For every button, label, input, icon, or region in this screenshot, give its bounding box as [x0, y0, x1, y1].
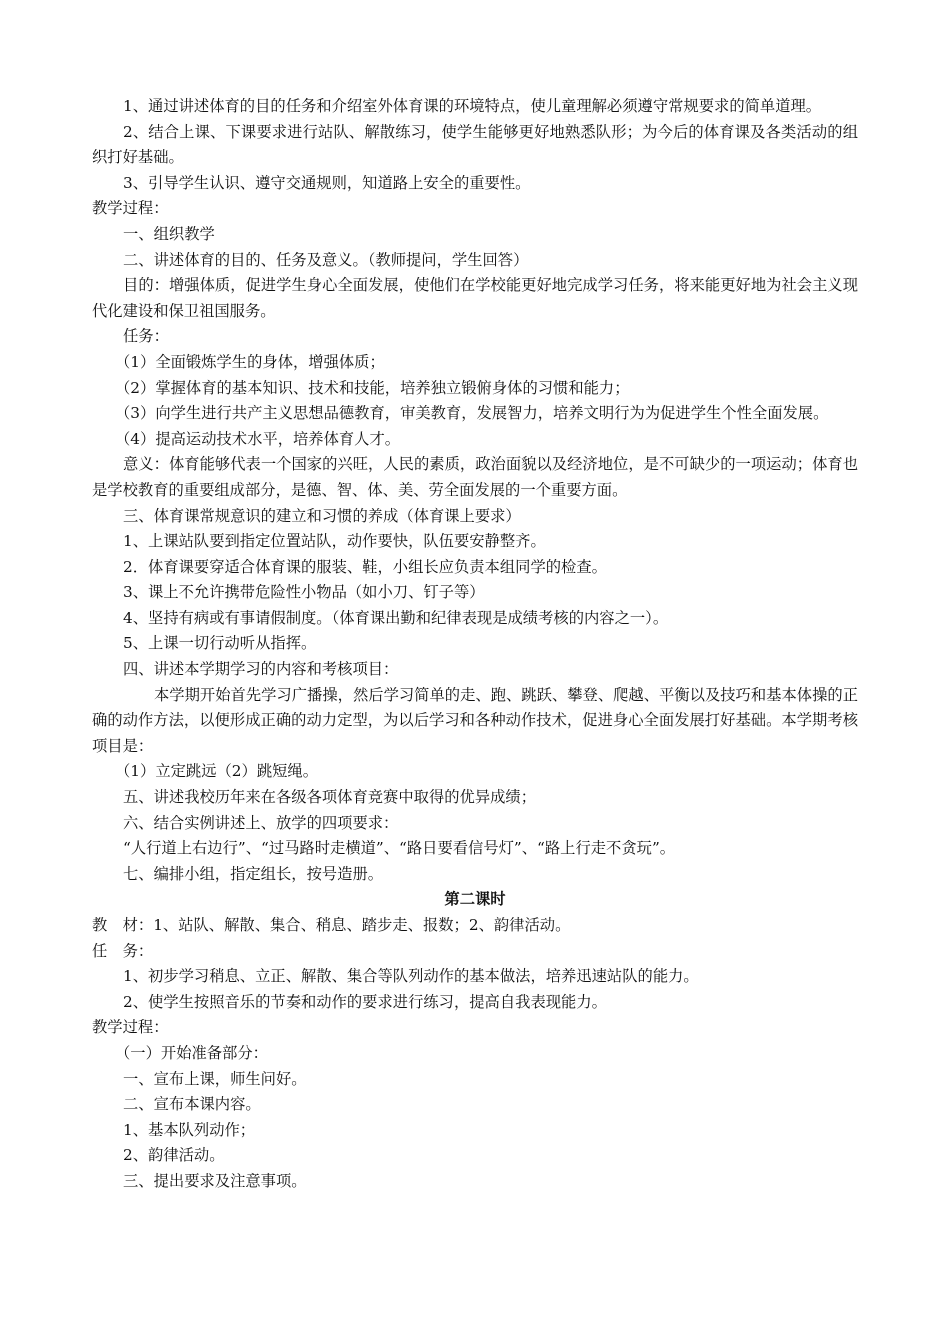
task2-item-2: 2、使学生按照音乐的节奏和动作的要求进行练习，提高自我表现能力。	[123, 992, 607, 1011]
prep-part-heading: （一）开始准备部分：	[115, 1043, 268, 1062]
step-rules-heading: 三、体育课常规意识的建立和习惯的养成（体育课上要求）	[123, 506, 521, 525]
semester-text: 本学期开始首先学习广播操，然后学习简单的走、跑、跳跃、攀登、爬越、平衡以及技巧和基本体操的正确的动作方法，以便形成正确的动力定型，为以后学习和各种动作技术，促进身心全面发展打好基础。本学期考核项目是：	[92, 685, 858, 755]
exam-items: （1）立定跳远（2）跳短绳。	[115, 762, 319, 781]
rule-item-3: 3、课上不允许携带危险性小物品（如小刀、钉子等）	[123, 583, 485, 602]
task-item-1: （1）全面锻炼学生的身体，增强体质；	[115, 352, 385, 371]
goal-1: 1、通过讲述体育的目的任务和介绍室外体育课的环境特点，使儿童理解必须遵守常规要求的简单道理。	[123, 97, 822, 115]
process-label-2: 教学过程：	[92, 1018, 169, 1037]
goal-3: 3、引导学生认识、遵守交通规则，知道路上安全的重要性。	[123, 173, 531, 192]
step-semester-heading: 四、讲述本学期学习的内容和考核项目：	[123, 660, 399, 679]
purpose-text: 目的：增强体质，促进学生身心全面发展，使他们在学校能更好地完成学习任务，将来能更好地为社会主义现代化建设和保卫祖国服务。	[92, 276, 858, 320]
step2-item-3: 1、基本队列动作；	[123, 1120, 256, 1139]
tasks-label: 任务：	[123, 327, 169, 346]
task2-item-1: 1、初步学习稍息、立正、解散、集合等队列动作的基本做法，培养迅速站队的能力。	[123, 967, 699, 986]
task-item-2: （2）掌握体育的基本知识、技术和技能，培养独立锻俯身体的习惯和能力；	[115, 378, 630, 397]
step-organize: 一、组织教学	[123, 224, 215, 243]
step-grouping: 七、编排小组，指定组长，按号造册。	[123, 864, 384, 883]
step2-item-5: 三、提出要求及注意事项。	[123, 1171, 307, 1190]
step2-item-4: 2、韵律活动。	[123, 1146, 225, 1165]
step2-item-1: 一、宣布上课，师生问好。	[123, 1069, 307, 1088]
step-traffic-heading: 六、结合实例讲述上、放学的四项要求：	[123, 813, 399, 832]
step-achievements: 五、讲述我校历年来在各级各项体育竞赛中取得的优异成绩；	[123, 788, 537, 807]
rule-item-5: 5、上课一切行动听从指挥。	[123, 634, 317, 653]
meaning-text: 意义：体育能够代表一个国家的兴旺，人民的素质，政治面貌以及经济地位，是不可缺少的一项运动；体育也是学校教育的重要组成部分，是德、智、体、美、劳全面发展的一个重要方面。	[92, 455, 858, 499]
materials-line: 教 材：1、站队、解散、集合、稍息、踏步走、报数；2、韵律活动。	[92, 916, 571, 934]
rule-item-4: 4、坚持有病或有事请假制度。（体育课出勤和纪律表现是成绩考核的内容之一）。	[123, 608, 669, 627]
traffic-slogans: “人行道上右边行”、“过马路时走横道”、“路日要看信号灯”、“路上行走不贪玩”。	[123, 839, 676, 858]
step-purpose-heading: 二、讲述体育的目的、任务及意义。（教师提问，学生回答）	[123, 250, 529, 269]
task-item-4: （4）提高运动技术水平，培养体育人才。	[115, 429, 401, 448]
task-item-3: （3）向学生进行共产主义思想品德教育，审美教育，发展智力，培养文明行为为促进学生个性全面发展。	[115, 404, 829, 423]
rule-item-1: 1、上课站队要到指定位置站队，动作要快，队伍要安静整齐。	[123, 532, 546, 551]
step2-item-2: 二、宣布本课内容。	[123, 1095, 261, 1114]
tasks-label-2: 任 务：	[92, 941, 154, 960]
goal-2: 2、结合上课、下课要求进行站队、解散练习，使学生能够更好地熟悉队形；为今后的体育课及各类活动的组织打好基础。	[92, 122, 858, 167]
section-title: 第二课时	[444, 890, 506, 909]
process-label: 教学过程：	[92, 199, 169, 218]
rule-item-2: 2．体育课要穿适合体育课的服装、鞋，小组长应负责本组同学的检查。	[123, 557, 607, 576]
